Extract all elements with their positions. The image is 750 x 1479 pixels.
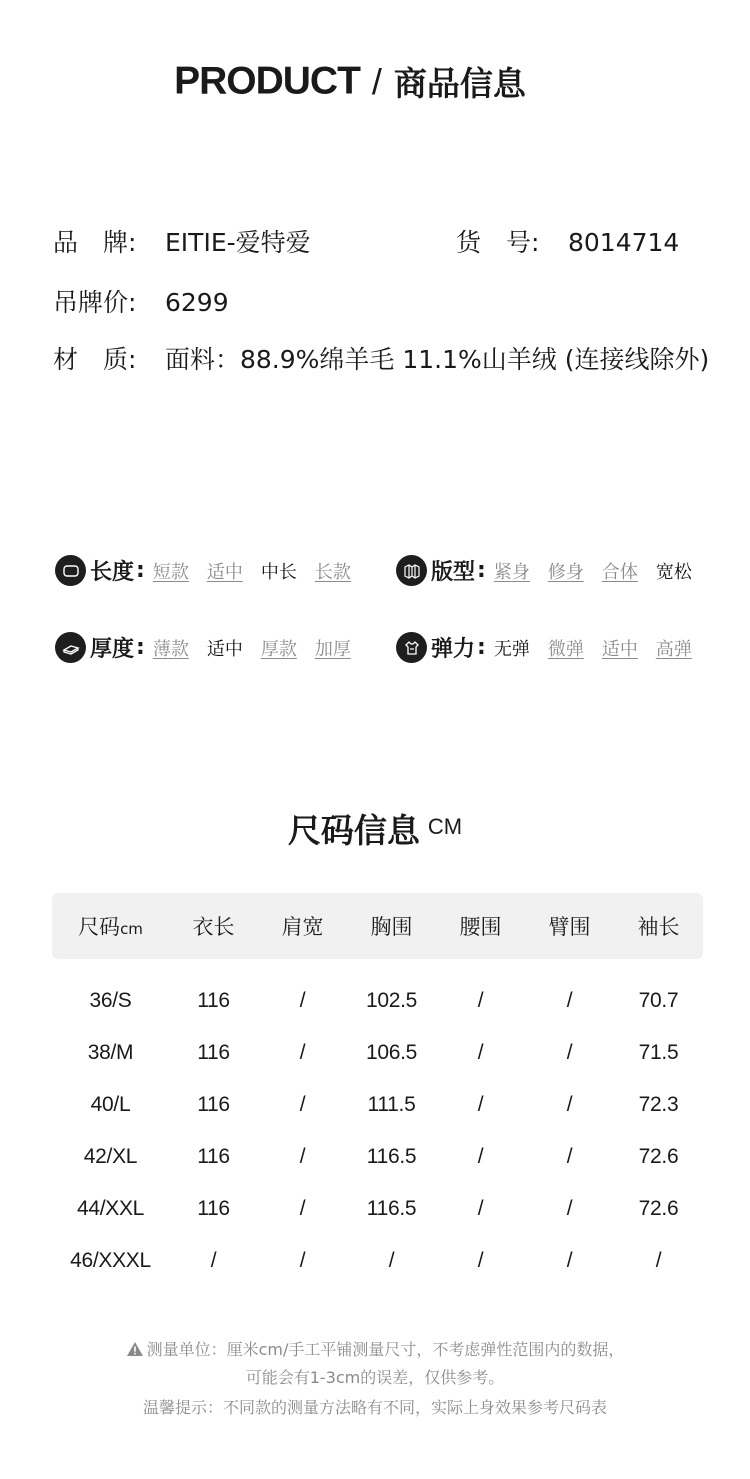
table-cell: / (299, 1249, 306, 1272)
item-number-value: 8014714 (568, 228, 680, 257)
material-value: 面料：88.9%绵羊毛 11.1%山羊绒 (连接线除外) (165, 345, 710, 374)
length-option-short: 短款 (152, 561, 189, 583)
header-size-unit: cm (120, 920, 143, 938)
table-cell: / (566, 989, 573, 1012)
header-cell-arm: 臂围 (548, 915, 591, 939)
size-table-header (52, 893, 703, 959)
table-cell: 72.6 (638, 1197, 679, 1220)
item-number-label: 货 号: (456, 228, 540, 257)
brand-row (53, 226, 311, 260)
size-section-title (0, 805, 750, 852)
table-cell: / (299, 1041, 306, 1064)
table-cell: 72.3 (638, 1093, 679, 1116)
note-line-2: 可能会有1-3cm的误差，仅供参考。 (245, 1368, 505, 1387)
length-option-long: 长款 (314, 561, 351, 583)
elasticity-option-high: 高弹 (655, 638, 692, 660)
elasticity-option-medium: 适中 (601, 638, 638, 660)
price-row (53, 286, 229, 320)
attribute-thickness (55, 632, 351, 663)
attribute-colon: : (136, 635, 145, 660)
item-number-row (456, 226, 679, 260)
table-cell: 116.5 (366, 1197, 417, 1220)
attribute-colon: : (136, 558, 145, 583)
table-cell: / (299, 1145, 306, 1168)
note-line-1 (0, 1337, 750, 1360)
thickness-option-extra-thick: 加厚 (314, 638, 351, 660)
note-line-1-text: 测量单位：厘米cm/手工平铺测量尺寸，不考虑弹性范围内的数据， (146, 1340, 625, 1359)
note-line-3: 温馨提示：不同款的测量方法略有不同，实际上身效果参考尺码表 (142, 1398, 607, 1417)
table-cell: 116 (197, 1145, 230, 1168)
table-cell: / (566, 1093, 573, 1116)
table-cell: 36/S (89, 989, 132, 1012)
table-cell: 116.5 (366, 1145, 417, 1168)
table-row (52, 1235, 703, 1287)
elasticity-option-slight: 微弹 (547, 638, 584, 660)
attribute-name: 版型 (431, 560, 476, 585)
table-cell: 72.6 (638, 1145, 679, 1168)
length-option-medium: 适中 (206, 561, 243, 583)
material-row (53, 343, 709, 377)
table-cell: / (477, 989, 484, 1012)
elasticity-icon (396, 632, 427, 663)
table-cell: 38/M (87, 1041, 134, 1064)
table-cell: / (566, 1145, 573, 1168)
table-cell: 42/XL (83, 1145, 138, 1168)
thickness-option-thick: 厚款 (260, 638, 297, 660)
attribute-name: 弹力 (431, 637, 476, 662)
table-row (52, 1027, 703, 1079)
table-cell: 71.5 (638, 1041, 679, 1064)
table-cell: 106.5 (365, 1041, 418, 1064)
attribute-name: 厚度 (90, 637, 135, 662)
table-row (52, 1131, 703, 1183)
table-cell: / (477, 1041, 484, 1064)
table-cell: 70.7 (638, 989, 679, 1012)
table-cell: / (210, 1249, 217, 1272)
table-cell: / (477, 1249, 484, 1272)
table-cell: / (477, 1093, 484, 1116)
attribute-colon: : (477, 635, 486, 660)
brand-label: 品 牌: (53, 228, 137, 257)
table-row (52, 975, 703, 1027)
table-cell: / (566, 1041, 573, 1064)
table-cell: 116 (197, 989, 230, 1012)
table-cell: 111.5 (367, 1093, 416, 1116)
price-value: 6299 (165, 288, 229, 317)
table-cell: 116 (197, 1093, 230, 1116)
fit-option-regular: 合体 (601, 561, 638, 583)
header-english: PRODUCT (174, 59, 360, 103)
table-cell: 116 (197, 1041, 230, 1064)
fit-icon (396, 555, 427, 586)
attribute-length (55, 555, 351, 586)
table-cell: / (388, 1249, 395, 1272)
header-size-label: 尺码 (78, 915, 121, 939)
attribute-elasticity (396, 632, 692, 663)
table-cell: / (299, 1093, 306, 1116)
table-cell: / (477, 1145, 484, 1168)
elasticity-option-none: 无弹 (493, 638, 530, 660)
size-table-body (52, 975, 703, 1287)
header-cell-sleeve: 袖长 (637, 915, 680, 939)
table-cell: / (477, 1197, 484, 1220)
length-option-mid-long: 中长 (260, 561, 297, 583)
table-cell: / (566, 1197, 573, 1220)
table-cell: 46/XXXL (70, 1249, 151, 1272)
size-title-unit: CM (427, 814, 463, 839)
header-cell-waist: 腰围 (459, 915, 502, 939)
table-cell: 40/L (90, 1093, 131, 1116)
table-cell: / (299, 1197, 306, 1220)
length-icon (55, 555, 86, 586)
fit-option-slim: 修身 (547, 561, 584, 583)
header-cell-size (52, 911, 169, 941)
fit-option-tight: 紧身 (493, 561, 530, 583)
table-cell: / (299, 989, 306, 1012)
attribute-fit (396, 555, 692, 586)
header-chinese: 商品信息 (393, 64, 526, 103)
price-label: 吊牌价: (53, 288, 137, 317)
brand-value: EITIE-爱特爱 (165, 228, 311, 257)
header-separator: / (371, 60, 382, 102)
table-cell: 102.5 (365, 989, 418, 1012)
header-cell-chest: 胸围 (370, 915, 413, 939)
attribute-colon: : (477, 558, 486, 583)
table-row (52, 1079, 703, 1131)
fit-option-loose: 宽松 (655, 561, 692, 583)
size-title-text: 尺码信息 (287, 811, 420, 850)
attribute-name: 长度 (90, 560, 135, 585)
table-cell: 44/XXL (76, 1197, 145, 1220)
header-cell-shoulder: 肩宽 (281, 915, 324, 939)
material-label: 材 质: (53, 345, 137, 374)
page-header (0, 58, 700, 105)
table-row (52, 1183, 703, 1235)
table-cell: / (566, 1249, 573, 1272)
warning-icon (126, 1341, 144, 1357)
table-cell: 116 (197, 1197, 230, 1220)
thickness-icon (55, 632, 86, 663)
thickness-option-medium: 适中 (206, 638, 243, 660)
table-cell: / (655, 1249, 662, 1272)
header-cell-length: 衣长 (192, 915, 235, 939)
thickness-option-thin: 薄款 (152, 638, 189, 660)
